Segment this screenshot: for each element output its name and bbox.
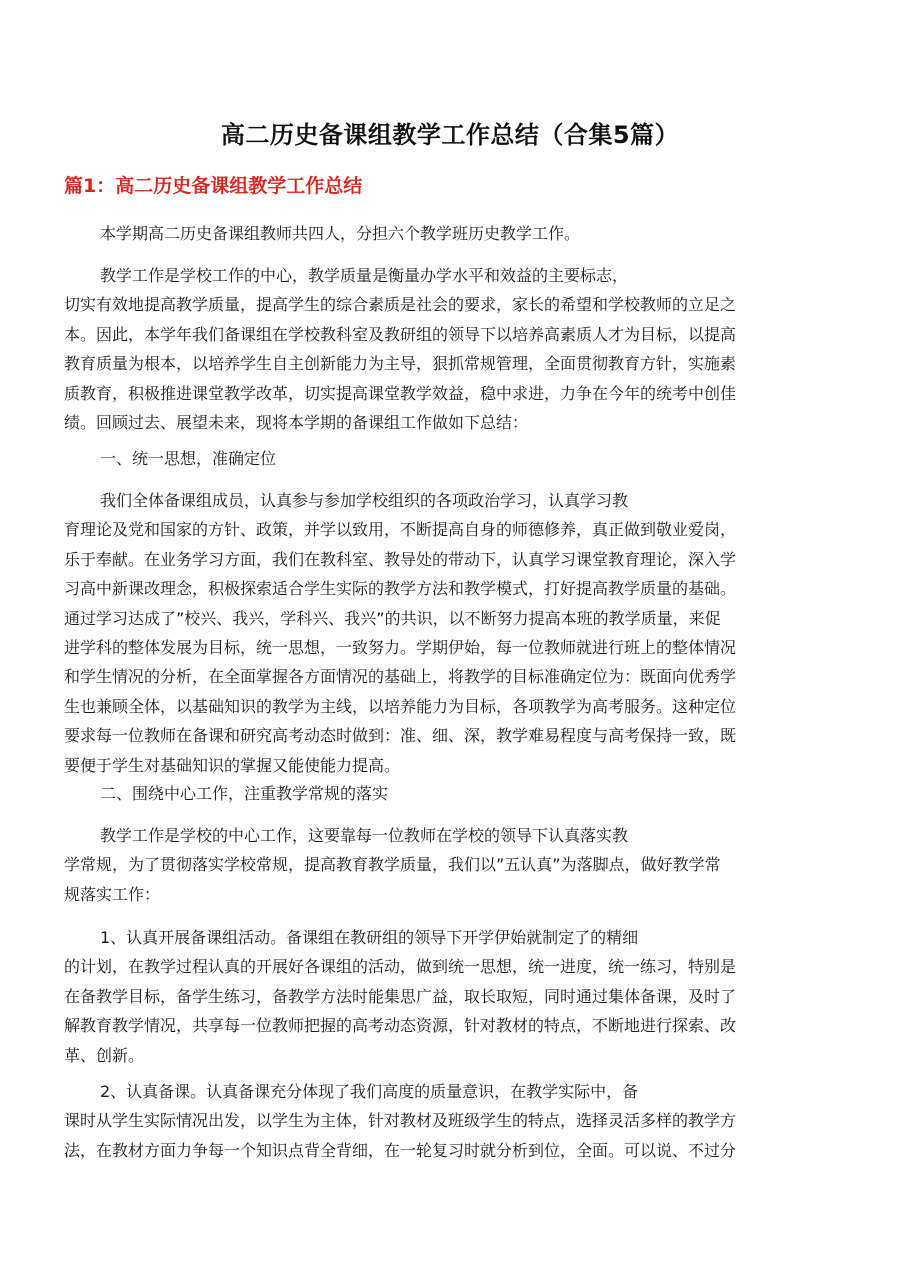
text-line: 育理论及党和国家的方针、政策，并学以致用，不断提高自身的师德修养，真正做到敬业爱岗， xyxy=(64,520,737,540)
text-line: 要求每一位教师在备课和研究高考动态时做到：准、细、深，教学难易程度与高考保持一致，既 xyxy=(64,726,737,746)
subheading-two xyxy=(64,779,844,808)
text-line: 教学工作是学校的中心工作，这要靠每一位教师在学校的领导下认真落实教 xyxy=(100,826,629,845)
text-line: 法，在教材方面力争每一个知识点背全背细，在一轮复习时就分析到位，全面。可以说、不过分 xyxy=(64,1140,737,1160)
text-line: 1、认真开展备课组活动。备课组在教研组的领导下开学伊始就制定了的精细 xyxy=(100,928,639,947)
text-line: 本学期高二历史备课组教师共四人，分担六个教学班历史教学工作。 xyxy=(100,224,581,243)
text-line: 我们全体备课组成员，认真参与参加学校组织的各项政治学习，认真学习教 xyxy=(100,491,629,510)
text-line: 解教育教学情况，共享每一位教师把握的高考动态资源，针对教材的特点，不断地进行探索、改 xyxy=(64,1016,737,1036)
paragraph-lesson-group xyxy=(64,923,844,1070)
text-line: 本。因此，本学年我们备课组在学校教科室及教研组的领导下以培养高素质人才为目标，以提高 xyxy=(64,324,737,344)
text-line: 习高中新课改理念，积极探索适合学生实际的教学方法和教学模式，打好提高教学质量的基础。 xyxy=(64,579,737,599)
text-line: 教学工作是学校工作的中心，教学质量是衡量办学水平和效益的主要标志， xyxy=(100,266,629,285)
text-line: 切实有效地提高教学质量，提高学生的综合素质是社会的要求，家长的希望和学校教师的立足之 xyxy=(64,295,737,315)
text-line: 质教育，积极推进课堂教学改革，切实提高课堂教学效益，稳中求进，力争在今年的统考中创佳 xyxy=(64,383,737,403)
text-line: 进学科的整体发展为目标，统一思想，一致努力。学期伊始，每一位教师就进行班上的整体情况 xyxy=(64,638,737,658)
text-line: 要便于学生对基础知识的掌握又能使能力提高。 xyxy=(64,755,401,775)
text-line: 通过学习达成了”校兴、我兴，学科兴、我兴”的共识，以不断努力提高本班的教学质量，来促 xyxy=(64,608,721,628)
paragraph-overview xyxy=(64,261,844,437)
text-line: 规落实工作： xyxy=(64,884,161,904)
text-line: 绩。回顾过去、展望未来，现将本学期的备课组工作做如下总结： xyxy=(64,413,529,433)
text-line: 乐于奉献。在业务学习方面，我们在教科室、教导处的带动下，认真学习课堂教育理论，深入学 xyxy=(64,549,737,569)
paragraph-intro xyxy=(64,219,844,248)
text-line: 一、统一思想，准确定位 xyxy=(100,449,277,468)
document-title: 高二历史备课组教学工作总结（合集5篇） xyxy=(220,121,680,149)
text-line: 学常规，为了贯彻落实学校常规，提高教育教学质量，我们以”五认真”为落脚点，做好教学常 xyxy=(64,855,721,875)
paragraph-lesson-prep xyxy=(64,1077,844,1165)
paragraph-teaching-routine xyxy=(64,821,844,909)
text-line: 课时从学生实际情况出发，以学生为主体，针对教材及班级学生的特点，选择灵活多样的教学方 xyxy=(64,1111,737,1131)
text-line: 的计划，在教学过程认真的开展好各课组的活动，做到统一思想，统一进度，统一练习，特别是 xyxy=(64,957,737,977)
text-line: 生也兼顾全体，以基础知识的教学为主线，以培养能力为目标，各项教学为高考服务。这种定位 xyxy=(64,696,737,716)
text-line: 教育质量为根本，以培养学生自主创新能力为主导，狠抓常规管理，全面贯彻教育方针，实施素 xyxy=(64,354,737,374)
text-line: 革、创新。 xyxy=(64,1045,145,1065)
text-line: 和学生情况的分析，在全面掌握各方面情况的基础上，将教学的目标准确定位为：既面向优秀学 xyxy=(64,667,737,687)
text-line: 二、围绕中心工作，注重教学常规的落实 xyxy=(100,784,389,803)
text-line: 2、认真备课。认真备课充分体现了我们高度的质量意识，在教学实际中，备 xyxy=(100,1082,639,1101)
paragraph-unify-thinking xyxy=(64,486,844,780)
text-line: 在备教学目标，备学生练习，备教学方法时能集思广益，取长取短，同时通过集体备课，及时了 xyxy=(64,986,737,1006)
section-heading: 篇1：高二历史备课组教学工作总结 xyxy=(64,175,363,197)
subheading-one xyxy=(64,444,844,473)
